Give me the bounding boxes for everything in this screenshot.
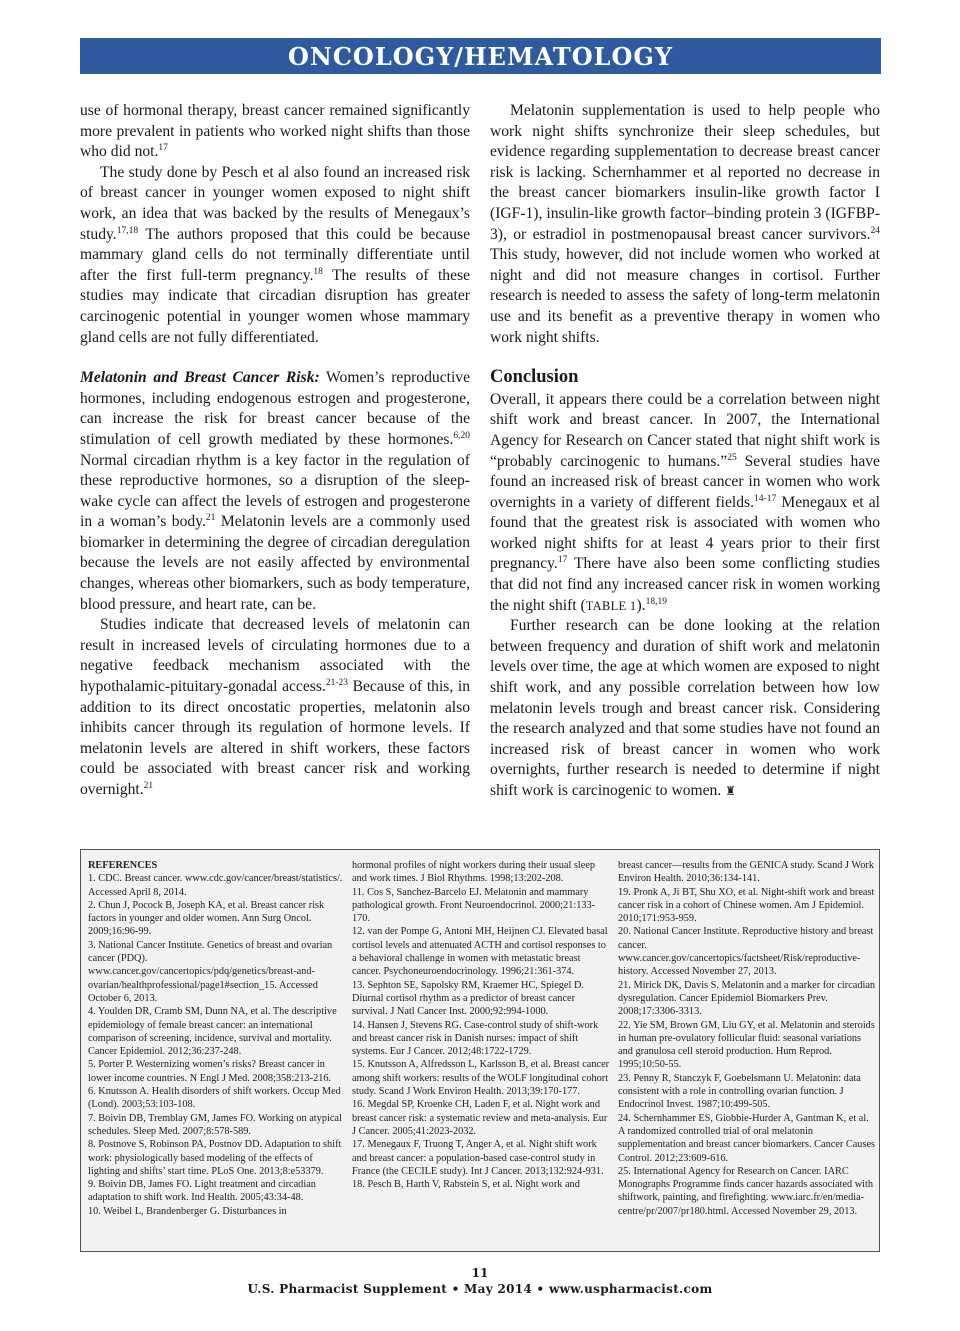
- references-column-1: [88, 859, 346, 1218]
- reference-item: 24. Schernhammer ES, Giobbie-Hurder A, Gantman K, et al. A randomized controlled trial of oral melatonin supplementation and breast cancer biomarkers. Cancer Causes Control. 2012;23:609-616.: [618, 1112, 876, 1164]
- reference-item: 23. Penny R, Stanczyk F, Goebelsmann U. Melatonin: data consistent with a role in controlling ovarian function. J Endocrinol Invest. 1987;10:499-505.: [618, 1072, 861, 1111]
- table-reference: TABLE 1: [585, 598, 637, 613]
- paragraph: Overall, it appears there could be a correlation between night shift work and breast cancer. In 2007, the International Agency for Research on Cancer stated that night shift work is “probably carcinogenic to humans.”$^{25}$ Several studies have found an increased risk of breast cancer in women who work overnights in a variety of different fields.$^{14-17}$ Menegaux et al found that the greatest risk is associated with women who worked night shifts for at least 4 years prior to their first pregnancy.$^{17}$ There have also been some conflicting studies that did not find any increased cancer risk in women working the night shift (TABLE 1).$^{18,19}$: [490, 390, 880, 614]
- references-column-2: [352, 859, 610, 1191]
- paragraph: The study done by Pesch et al also found an increased risk of breast cancer in younger women exposed to night shift work, an idea that was backed by the results of Menegaux’s study.$^{17,18}$ The authors proposed that this could be because mammary gland cells do not terminally differentiate until after the first full-term pregnancy.$^{18}$ The results of these studies may indicate that circadian disruption has greater carcinogenic potential in younger women whose mammary gland cells are not fully differentiated.: [80, 163, 470, 346]
- right-column: [490, 101, 880, 802]
- reference-item: 18. Pesch B, Harth V, Rabstein S, et al. Night work and: [352, 1179, 580, 1191]
- reference-item: 10. Weibel L, Brandenberger G. Disturbances in: [88, 1205, 287, 1217]
- reference-item: 11. Cos S, Sanchez-Barcelo EJ. Melatonin and mammary pathological growth. Front Neuroendocrinol. 2000;21:133-170.: [352, 886, 596, 925]
- reference-item: breast cancer—results from the GENICA study. Scand J Work Environ Health. 2010;36:134-141.: [618, 860, 874, 885]
- reference-item: 1. CDC. Breast cancer. www.cdc.gov/cancer/breast/statistics/. Accessed April 8, 2014.: [88, 873, 343, 898]
- end-mark-icon: ♜: [725, 784, 736, 798]
- page-number: 11: [471, 1266, 489, 1280]
- publication-footer: U.S. Pharmacist Supplement • May 2014 • www.uspharmacist.com: [247, 1282, 713, 1296]
- reference-item: 6. Knutsson A. Health disorders of shift workers. Occup Med (Lond). 2003;53:103-108.: [88, 1086, 341, 1111]
- reference-item: 20. National Cancer Institute. Reproductive history and breast cancer. www.cancer.gov/cancertopics/factsheet/Risk/reproductive-history. Accessed November 27, 2013.: [618, 926, 874, 978]
- references-box: [80, 849, 880, 1252]
- reference-item: 19. Pronk A, Ji BT, Shu XO, et al. Night-shift work and breast cancer risk in a cohort of Chinese women. Am J Epidemiol. 2010;171:953-959.: [618, 886, 875, 925]
- section-title: ONCOLOGY/HEMATOLOGY: [287, 41, 674, 71]
- reference-item: 12. van der Pompe G, Antoni MH, Heijnen CJ. Elevated basal cortisol levels and attenuated ACTH and cortisol responses to a behavioral challenge in women with metastatic breast cancer. Psychoneuroendocrinology. 1996;21:361-374.: [352, 926, 608, 978]
- paragraph: Melatonin and Breast Cancer Risk: Women’s reproductive hormones, including endogenous estrogen and progesterone, can increase the risk for breast cancer because of the stimulation of cell growth mediated by these hormones.$^{6,20}$ Normal circadian rhythm is a key factor in the regulation of these reproductive hormones, so a disruption of the sleep-wake cycle can affect the levels of estrogen and progesterone in a woman’s body.$^{21}$ Melatonin levels are a commonly used biomarker in determining the degree of circadian deregulation because the levels are not easily affected by environmental changes, whereas other biomarkers, such as body temperature, blood pressure, and heart rate, can be.: [80, 369, 471, 613]
- subsection-heading: Melatonin and Breast Cancer Risk:: [80, 369, 320, 387]
- reference-item: 14. Hansen J, Stevens RG. Case-control study of shift-work and breast cancer risk in Danish nurses: impact of shift systems. Eur J Cancer. 2012;48:1722-1729.: [352, 1019, 599, 1058]
- reference-item: 17. Menegaux F, Truong T, Anger A, et al. Night shift work and breast cancer: a population-based case-control study in France (the CECILE study). Int J Cancer. 2013;132:924-931.: [352, 1139, 604, 1177]
- reference-item: 7. Boivin DB, Tremblay GM, James FO. Working on atypical schedules. Sleep Med. 2007;8:578-589.: [88, 1112, 342, 1137]
- reference-item: hormonal profiles of night workers during their usual sleep and work times. J Biol Rhythms. 1998;13:202-208.: [352, 860, 596, 885]
- reference-item: 16. Megdal SP, Kroenke CH, Laden F, et al. Night work and breast cancer risk: a systematic review and meta-analysis. Eur J Cancer. 2005;41:2023-2032.: [352, 1099, 608, 1137]
- reference-item: 4. Youlden DR, Cramb SM, Dunn NA, et al. The descriptive epidemiology of female breast cancer: an international comparison of screening, incidence, survival and mortality. Cancer Epidemiol. 2012;36:237-248.: [88, 1006, 337, 1058]
- paragraph: Melatonin supplementation is used to help people who work night shifts synchronize their sleep schedules, but evidence regarding supplementation to decrease breast cancer risk is lacking. Schernhammer et al reported no decrease in the breast cancer biomarkers insulin-like growth factor I (IGF-1), insulin-like growth factor–binding protein 3 (IGFBP-3), or estradiol in postmenopausal breast cancer survivors.$^{24}$ This study, however, did not include women who worked at night and did not measure changes in cortisol. Further research is needed to assess the safety of long-term melatonin use and its benefit as a preventive therapy in women who work night shifts.: [490, 102, 880, 346]
- left-column: [80, 101, 470, 801]
- reference-item: 5. Porter P. Westernizing women’s risks? Breast cancer in lower income countries. N Engl J Med. 2008;358:213-216.: [88, 1059, 332, 1084]
- reference-item: 2. Chun J, Pocock B, Joseph KA, et al. Breast cancer risk factors in younger and older women. Ann Surg Oncol. 2009;16:96-99.: [88, 899, 325, 938]
- reference-item: 25. International Agency for Research on Cancer. IARC Monographs Programme finds cancer hazards associated with shiftwork, painting, and firefighting. www.iarc.fr/en/media-centre/pr/2007/pr180.html. Accessed November 29, 2013.: [618, 1165, 874, 1217]
- reference-item: 22. Yie SM, Brown GM, Liu GY, et al. Melatonin and steroids in human pre-ovulatory follicular fluid: seasonal variations and granulosa cell steroid production. Hum Reprod. 1995;10:50-55.: [618, 1019, 875, 1071]
- reference-item: 13. Sephton SE, Sapolsky RM, Kraemer HC, Spiegel D. Diurnal cortisol rhythm as a predictor of breast cancer survival. J Natl Cancer Inst. 2000;92:994-1000.: [352, 979, 584, 1018]
- reference-item: 15. Knutsson A, Alfredsson L, Karlsson B, et al. Breast cancer among shift workers: results of the WOLF longitudinal cohort study. Scand J Work Environ Health. 2013;39:170-177.: [352, 1059, 610, 1098]
- references-heading: REFERENCES: [88, 860, 158, 871]
- reference-item: 21. Mirick DK, Davis S. Melatonin and a marker for circadian dysregulation. Cancer Epidemiol Biomarkers Prev. 2008;17:3306-3313.: [618, 979, 876, 1018]
- paragraph: Studies indicate that decreased levels of melatonin can result in increased levels of circulating hormones due to a negative feedback mechanism associated with the hypothalamic-pituitary-gonadal access.$^{21-23}$ Because of this, in addition to its direct oncostatic properties, melatonin also inhibits cancer through its regulation of hormone levels. If melatonin levels are altered in shift workers, these factors could be associated with breast cancer risk and working overnight.$^{21}$: [80, 616, 471, 798]
- paragraph: Further research can be done looking at the relation between frequency and duration of shift work and melatonin levels over time, the age at which women are exposed to night shift work, and any possible correlation between how low melatonin levels trough and breast cancer risk. Considering the research analyzed and that some studies have not found an increased risk of breast cancer in women who work overnights, further research is needed to determine if night shift work is carcinogenic to women. ♜: [490, 617, 880, 799]
- references-column-3: [618, 859, 876, 1218]
- reference-item: 3. National Cancer Institute. Genetics of breast and ovarian cancer (PDQ). www.cancer.gov/cancertopics/pdq/genetics/breast-and-ovarian/healthprofessional/page1#section_15. Accessed October 6, 2013.: [88, 939, 333, 1004]
- reference-item: 8. Postnove S, Robinson PA, Postnov DD. Adaptation to shift work: physiologically based modeling of the effects of lighting and shifts’ start time. PLoS One. 2013;8:e53379.: [88, 1139, 342, 1177]
- section-banner: [80, 38, 881, 74]
- reference-item: 9. Boivin DB, James FO. Light treatment and circadian adaptation to shift work. Ind Health. 2005;43:34-48.: [88, 1179, 316, 1204]
- paragraph: use of hormonal therapy, breast cancer remained significantly more prevalent in patients who worked night shifts than those who did not.$^{17}$: [80, 102, 470, 161]
- conclusion-heading: Conclusion: [490, 367, 579, 388]
